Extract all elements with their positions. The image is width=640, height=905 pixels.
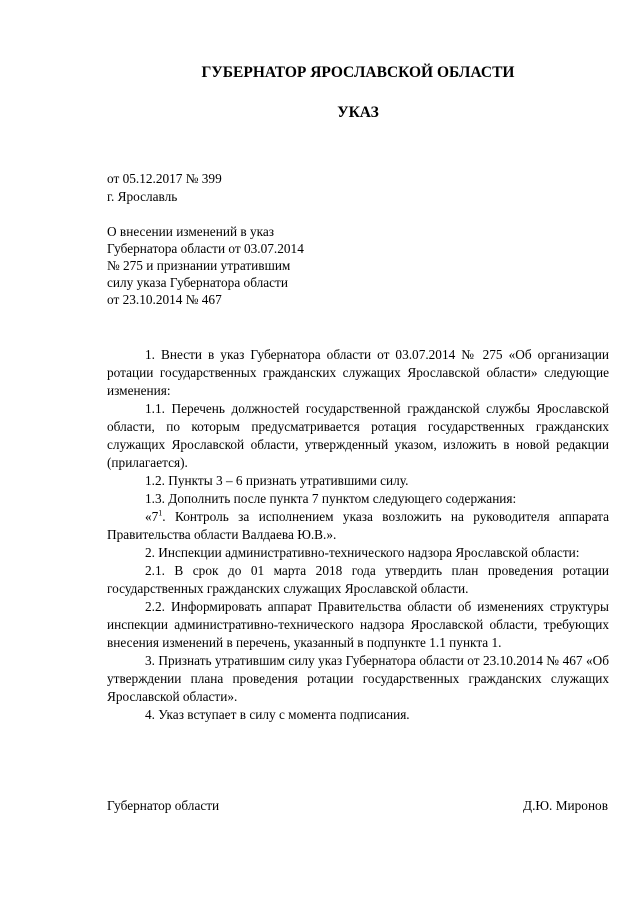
paragraph-2-1: 2.1. В срок до 01 марта 2018 года утвердить план проведения ротации государственных гражданских служащих Ярославской области. <box>107 563 609 596</box>
paragraph-1-2: 1.2. Пункты 3 – 6 признать утратившими силу. <box>145 473 409 488</box>
subject-line: силу указа Губернатора области <box>107 275 288 290</box>
quote-prefix: «7 <box>145 509 159 524</box>
paragraph-2-2: 2.2. Информировать аппарат Правительства области об изменениях структуры инспекции административно-технического надзора Ярославской области, требующих внесения изменений в перечень, указанный в подпункте 1.1 пункта 1. <box>107 599 609 650</box>
issuing-authority-heading: ГУБЕРНАТОР ЯРОСЛАВСКОЙ ОБЛАСТИ <box>201 64 515 81</box>
signatory-title: Губернатор области <box>107 798 220 813</box>
paragraph-4: 4. Указ вступает в силу с момента подписания. <box>145 707 410 722</box>
quote-superscript: 1 <box>158 508 163 518</box>
decree-city: г. Ярославль <box>107 189 178 204</box>
subject-line: О внесении изменений в указ <box>107 224 275 239</box>
subject-line: № 275 и признании утратившим <box>107 258 291 273</box>
decree-subject <box>107 223 347 308</box>
paragraph-1-1: 1.1. Перечень должностей государственной гражданской службы Ярославской области, по которым предусматривается ротация государственных гражданских служащих Ярославской области, утвержденный указом, изложить в новой редакции (прилагается). <box>107 401 609 470</box>
paragraph-1: 1. Внести в указ Губернатора области от 03.07.2014 № 275 «Об организации ротации государственных гражданских служащих Ярославской области» следующие изменения: <box>107 347 609 398</box>
decree-date-number: от 05.12.2017 № 399 <box>107 171 222 186</box>
paragraph-3: 3. Признать утратившим силу указ Губернатора области от 23.10.2014 № 467 «Об утверждении плана проведения ротации государственных гражданских служащих Ярославской области». <box>107 653 609 704</box>
subject-line: Губернатора области от 03.07.2014 <box>107 241 304 256</box>
subject-line: от 23.10.2014 № 467 <box>107 292 222 307</box>
paragraph-1-3: 1.3. Дополнить после пункта 7 пунктом следующего содержания: <box>145 491 517 506</box>
decree-body <box>107 346 609 724</box>
quote-text: . Контроль за исполнением указа возложить на руководителя аппарата Правительства области Валдаева Ю.В.». <box>107 509 609 542</box>
paragraph-2: 2. Инспекции административно-технического надзора Ярославской области: <box>145 545 580 560</box>
signatory-name: Д.Ю. Миронов <box>523 798 608 813</box>
paragraph-1-3-quote <box>107 508 609 544</box>
document-type-heading: УКАЗ <box>337 104 379 121</box>
